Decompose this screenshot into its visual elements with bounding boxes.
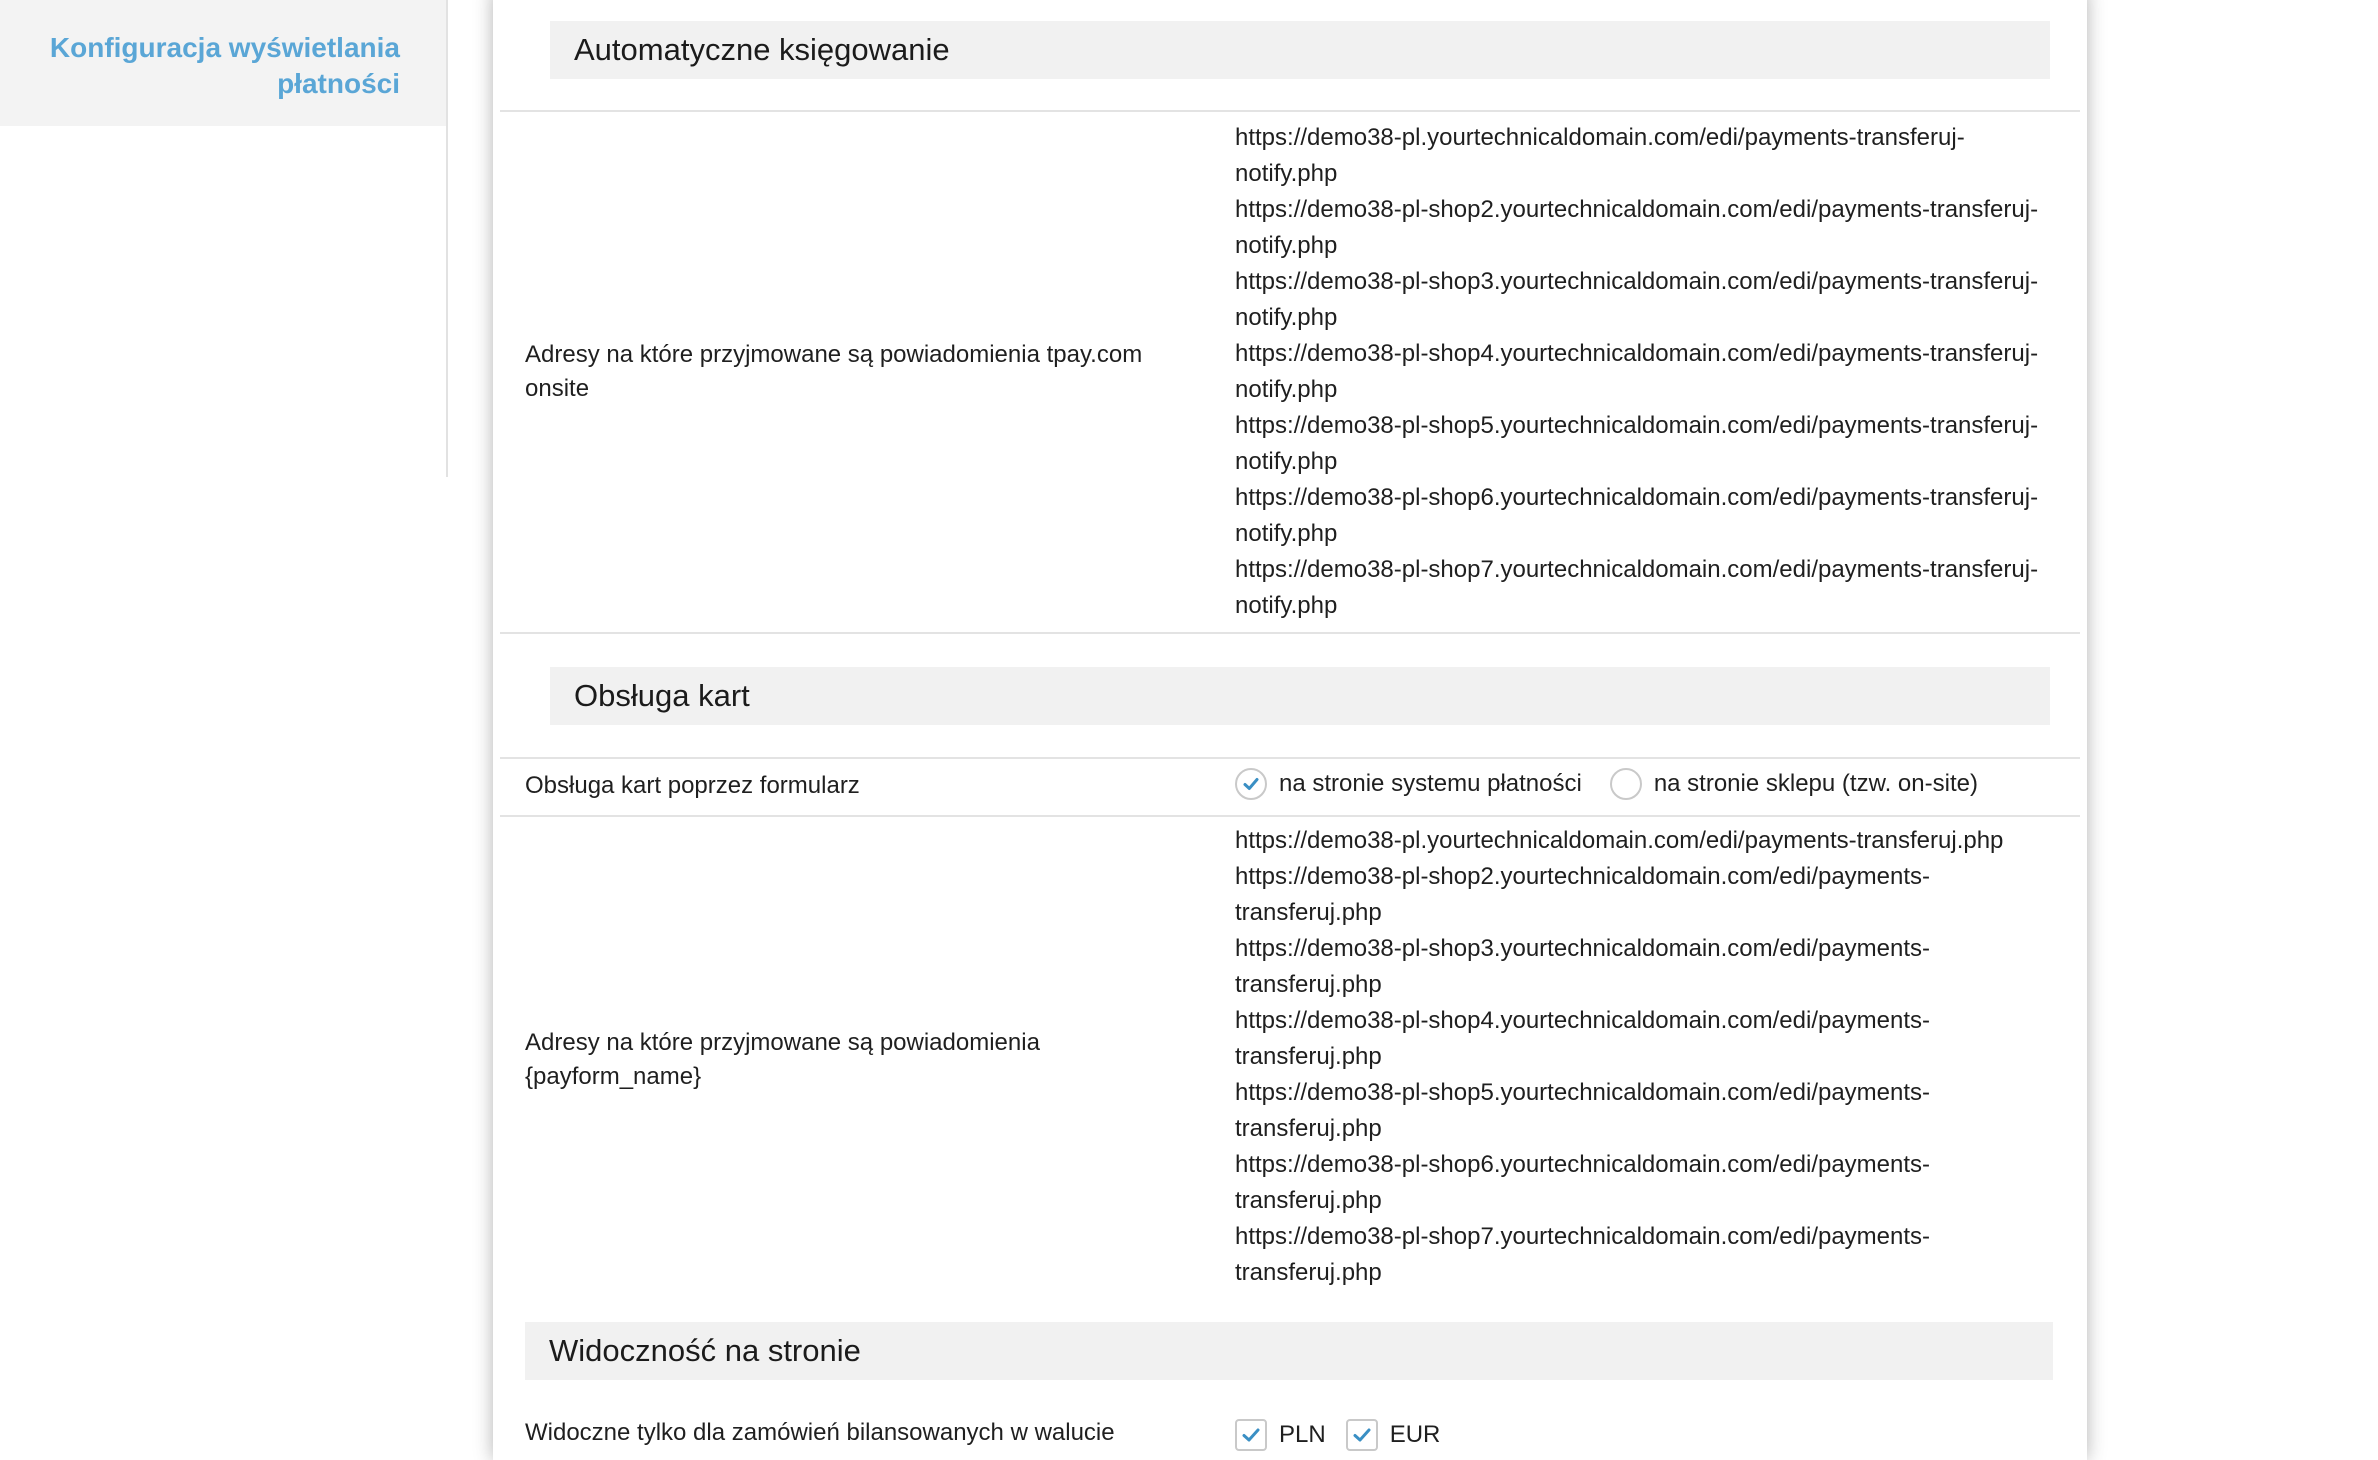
radio-label: na stronie systemu płatności [1279,770,1582,797]
check-icon [1241,774,1261,794]
currency-checkbox-group [1235,1415,1468,1455]
section-title: Automatyczne księgowanie [574,32,950,67]
notify-urls-list [1235,120,2065,624]
section-title: Obsługa kart [574,678,750,713]
checkbox-eur[interactable] [1346,1419,1378,1451]
url-item: https://demo38-pl-shop4.yourtechnicaldomain.com/edi/payments-transferuj.php [1235,1007,1931,1070]
check-icon [1240,1424,1262,1446]
url-item: https://demo38-pl.yourtechnicaldomain.com/edi/payments-transferuj-notify.php [1235,124,1965,187]
url-item: https://demo38-pl-shop7.yourtechnicaldomain.com/edi/payments-transferuj.php [1235,1223,1931,1286]
checkbox-label: PLN [1279,1421,1326,1448]
payform-notify-urls-list [1235,823,2035,1291]
radio-shop-onsite[interactable] [1610,768,1642,800]
sidebar-item-payment-display-config[interactable] [0,0,446,126]
check-icon [1351,1424,1373,1446]
divider [500,632,2080,634]
url-item: https://demo38-pl-shop5.yourtechnicaldomain.com/edi/payments-transferuj-notify.php [1235,412,2039,475]
radio-payment-system[interactable] [1235,768,1267,800]
url-item: https://demo38-pl-shop6.yourtechnicaldomain.com/edi/payments-transferuj.php [1235,1151,1931,1214]
url-item: https://demo38-pl-shop4.yourtechnicaldomain.com/edi/payments-transferuj-notify.php [1235,340,2039,403]
url-item: https://demo38-pl-shop3.yourtechnicaldomain.com/edi/payments-transferuj-notify.php [1235,268,2039,331]
section-header-cards [550,667,2050,725]
notify-urls-label: Adresy na które przyjmowane są powiadomienia tpay.com onsite [525,341,1143,402]
card-form-label: Obsługa kart poprzez formularz [525,772,860,799]
checkbox-pln[interactable] [1235,1419,1267,1451]
radio-label: na stronie sklepu (tzw. on-site) [1653,770,1978,797]
sidebar [0,0,448,477]
url-item: https://demo38-pl-shop2.yourtechnicaldomain.com/edi/payments-transferuj-notify.php [1235,196,2039,259]
url-item: https://demo38-pl.yourtechnicaldomain.com/edi/payments-transferuj.php [1235,827,2004,854]
checkbox-label: EUR [1389,1421,1441,1448]
sidebar-item-label: Konfiguracja wyświetlania płatności [49,32,400,99]
payform-notify-label: Adresy na które przyjmowane są powiadomienia {payform_name} [525,1029,1040,1090]
divider [500,757,2080,759]
section-header-visibility [525,1322,2053,1380]
divider [500,815,2080,817]
url-item: https://demo38-pl-shop3.yourtechnicaldomain.com/edi/payments-transferuj.php [1235,935,1931,998]
section-title: Widoczność na stronie [549,1333,861,1368]
divider [500,110,2080,112]
section-header-auto-booking [550,21,2050,79]
card-form-radio-group [1235,764,2006,804]
settings-content [500,0,2080,1446]
url-item: https://demo38-pl-shop2.yourtechnicaldomain.com/edi/payments-transferuj.php [1235,863,1931,926]
currency-visibility-label: Widoczne tylko dla zamówień bilansowanych w walucie [525,1419,1115,1446]
url-item: https://demo38-pl-shop7.yourtechnicaldomain.com/edi/payments-transferuj-notify.php [1235,556,2039,619]
url-item: https://demo38-pl-shop6.yourtechnicaldomain.com/edi/payments-transferuj-notify.php [1235,484,2039,547]
url-item: https://demo38-pl-shop5.yourtechnicaldomain.com/edi/payments-transferuj.php [1235,1079,1931,1142]
